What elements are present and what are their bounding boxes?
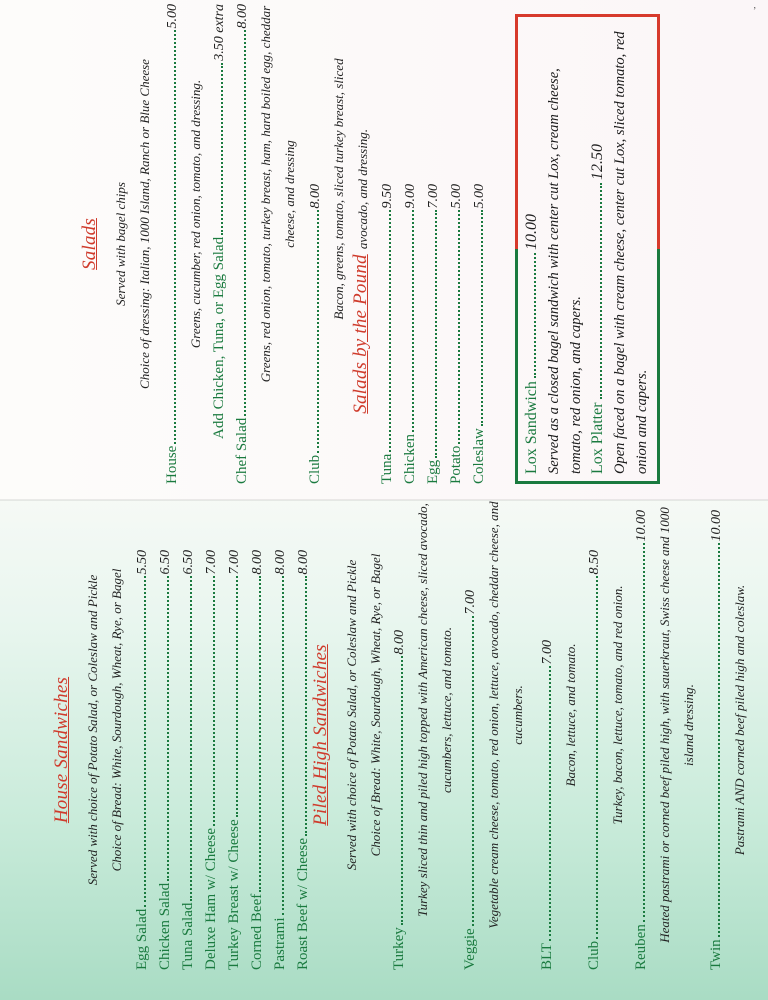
salads-title: Salads: [79, 218, 100, 270]
twin-desc: Pastrami AND corned beef piled high and coleslaw.: [732, 584, 747, 856]
menu-item-club[interactable]: Club 8.50: [586, 550, 602, 970]
menu-item-pastrami[interactable]: Pastrami 8.00: [272, 550, 288, 970]
salads-note-dressing: Choice of dressing: Italian, 1000 Island, Ranch or Blue Cheese: [137, 59, 152, 389]
lox-box: [515, 14, 660, 484]
turkey-desc: Turkey sliced thin and piled high topped with American cheese, sliced avocado, cucumbers, lettuce, and tomato.: [415, 503, 454, 917]
menu-item-chef-salad[interactable]: Chef Salad 8.00: [234, 4, 250, 484]
menu-item-twin[interactable]: Twin 10.00: [708, 510, 724, 970]
house-note-bread: Choice of Bread: White, Sourdough, Wheat, Rye, or Bagel: [109, 568, 124, 872]
menu-item-deluxe-ham[interactable]: Deluxe Ham w/ Cheese 7.00: [203, 550, 219, 970]
menu-item-lox-platter[interactable]: Lox Platter 12.50: [589, 144, 606, 474]
club-salad-desc: Bacon, greens, tomato, sliced turkey breast, sliced avocado, and dressing.: [331, 58, 370, 320]
menu-item-potato-pound[interactable]: Potato 5.00: [448, 184, 464, 484]
house-sandwiches-section: [51, 530, 315, 970]
menu-item-club-salad[interactable]: Club 8.00: [307, 184, 323, 484]
menu-item-corned-beef[interactable]: Corned Beef 8.00: [249, 550, 265, 970]
menu-item-lox-sandwich[interactable]: Lox Sandwich 10.00: [523, 214, 540, 474]
house-sandwiches-title: House Sandwiches: [51, 676, 72, 824]
top-panel: [75, 4, 735, 484]
menu-item-veggie[interactable]: Veggie 7.00: [462, 590, 478, 970]
menu-item-reuben[interactable]: Reuben 10.00: [633, 510, 649, 970]
house-salad-desc: Greens, cucumber, red onion, tomato, and dressing.: [188, 79, 203, 349]
lox-sandwich-desc: Served as a closed bagel sandwich with center cut Lox, cream cheese, tomato, red onion, and capers.: [546, 68, 584, 474]
piled-high-title: Piled High Sandwiches: [310, 644, 331, 826]
bottom-panel: [45, 490, 745, 970]
piled-note-sides: Served with choice of Potato Salad, or Coleslaw and Pickle: [344, 559, 359, 871]
menu-item-roast-beef[interactable]: Roast Beef w/ Cheese 8.00: [295, 550, 311, 970]
menu-item-egg-pound[interactable]: Egg 7.00: [425, 184, 441, 484]
menu-item-blt[interactable]: BLT 7.00: [539, 640, 555, 970]
menu-item-turkey[interactable]: Turkey 8.00: [391, 630, 407, 970]
menu-item-add-protein[interactable]: Add Chicken, Tuna, or Egg Salad 3.50 extra: [211, 4, 227, 439]
menu-item-turkey-breast[interactable]: Turkey Breast w/ Cheese 7.00: [226, 550, 242, 970]
lox-platter-desc: Open faced on a bagel with cream cheese, center cut Lox, sliced tomato, red onion and capers.: [612, 31, 650, 474]
menu-item-tuna-salad[interactable]: Tuna Salad 6.50: [180, 550, 196, 970]
salads-note-bagel-chips: Served with bagel chips: [113, 182, 128, 306]
salads-by-pound-section: [350, 184, 491, 484]
menu-item-egg-salad[interactable]: Egg Salad 5.50: [134, 550, 150, 970]
menu-item-chicken-salad[interactable]: Chicken Salad 6.50: [157, 550, 173, 970]
house-note-sides: Served with choice of Potato Salad, or Coleslaw and Pickle: [85, 574, 100, 886]
salads-section: [79, 4, 375, 484]
blt-desc: Bacon, lettuce, and tomato.: [563, 643, 578, 787]
veggie-desc: Vegetable cream cheese, tomato, red onion, lettuce, avocado, cheddar cheese, and cucumbers.: [486, 501, 525, 929]
reuben-desc: Heated pastrami or corned beef piled high, with sauerkraut, Swiss cheese and 1000 island dressing.: [657, 507, 696, 943]
salads-by-pound-title: Salads by the Pound: [350, 254, 371, 414]
corner-mark: ,: [753, 0, 756, 11]
menu-item-chicken-pound[interactable]: Chicken 9.00: [402, 184, 418, 484]
piled-high-section: [310, 500, 752, 970]
menu-item-coleslaw-pound[interactable]: Coleslaw 5.00: [471, 184, 487, 484]
piled-note-bread: Choice of Bread: White, Sourdough, Wheat, Rye, or Bagel: [368, 553, 383, 857]
menu-item-house-salad[interactable]: House 5.00: [164, 4, 180, 484]
chef-salad-desc: Greens, red onion, tomato, turkey breast, ham, hard boiled egg, cheddar cheese, and dressing: [258, 5, 297, 383]
menu-item-tuna-pound[interactable]: Tuna 9.50: [379, 184, 395, 484]
club-desc: Turkey, bacon, lettuce, tomato, and red onion.: [610, 585, 625, 825]
